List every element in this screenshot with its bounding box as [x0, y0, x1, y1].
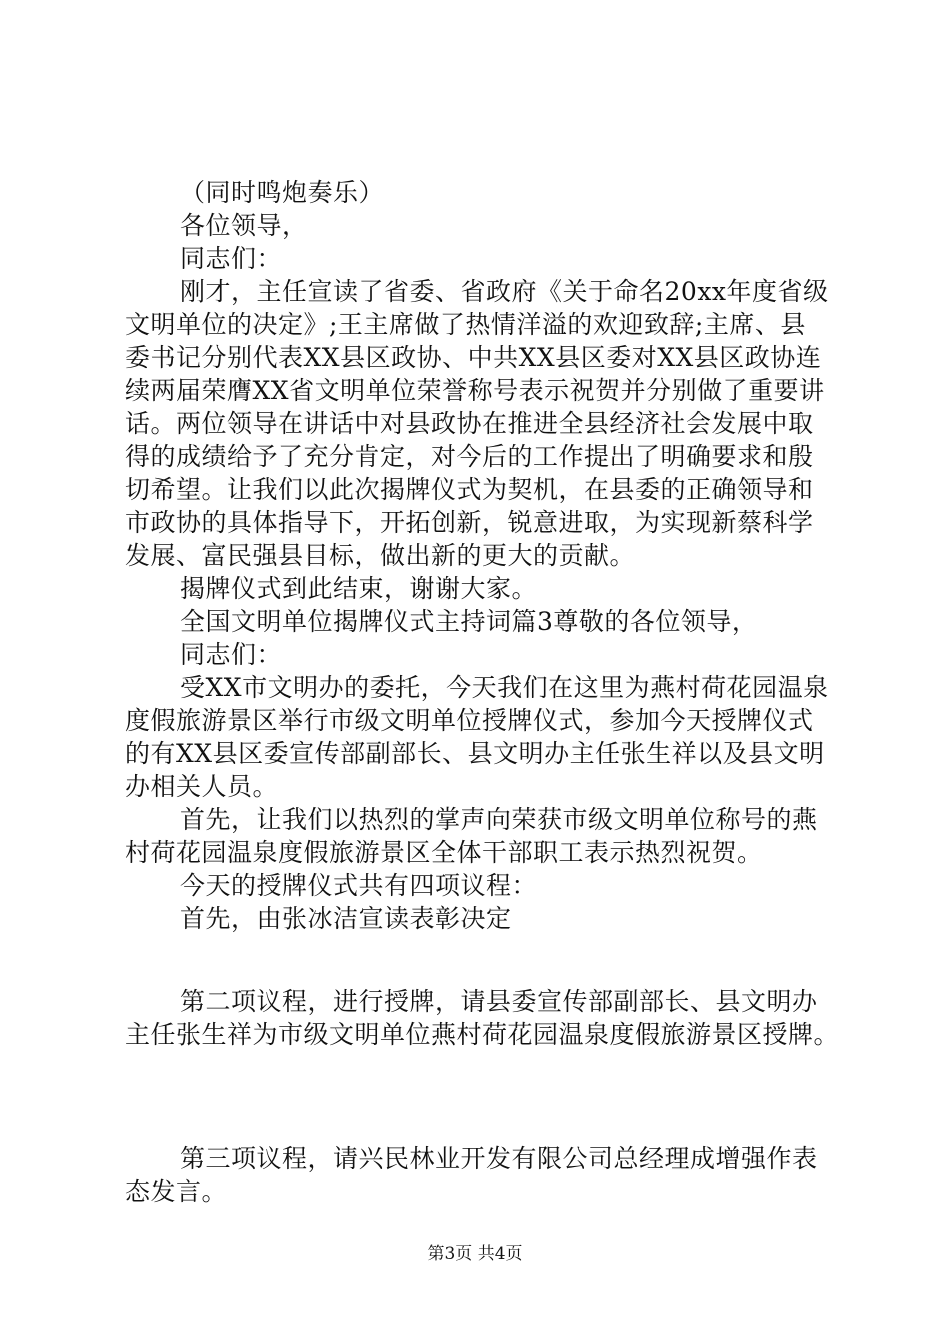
paragraph-line: 村荷花园温泉度假旅游景区全体干部职工表示热烈祝贺。 [125, 838, 763, 867]
paragraph-line: 今天的授牌仪式共有四项议程： [180, 871, 538, 900]
paragraph-line: 态发言。 [125, 1177, 228, 1206]
paragraph-line: 受XX市文明办的委托，今天我们在这里为燕村荷花园温泉 [180, 673, 829, 702]
paragraph-line: 的有XX县区委宣传部副部长、县文明办主任张生祥以及县文明 [125, 739, 825, 768]
paragraph-line: 同志们： [180, 640, 283, 669]
paragraph-line: 切希望。让我们以此次揭牌仪式为契机，在县委的正确领导和 [125, 475, 814, 504]
paragraph-line: 刚才，主任宣读了省委、省政府《关于命名20xx年度省级 [180, 277, 829, 306]
paragraph-line: 主任张生祥为市级文明单位燕村荷花园温泉度假旅游景区授牌。 [125, 1020, 840, 1049]
paragraph-line: 同志们： [180, 244, 283, 273]
page-footer: 第3页 共4页 [427, 1244, 523, 1264]
paragraph-line: 市政协的具体指导下，开拓创新，锐意进取，为实现新蔡科学 [125, 508, 814, 537]
paragraph-line: 揭牌仪式到此结束，谢谢大家。 [180, 574, 538, 603]
paragraph-line: 全国文明单位揭牌仪式主持词篇3尊敬的各位领导， [180, 607, 758, 636]
paragraph-line: 话。两位领导在讲话中对县政协在推进全县经济社会发展中取 [125, 409, 814, 438]
paragraph-line: 续两届荣膺XX省文明单位荣誉称号表示祝贺并分别做了重要讲 [125, 376, 825, 405]
paragraph-line: 首先，让我们以热烈的掌声向荣获市级文明单位称号的燕 [180, 805, 818, 834]
paragraph-line: 得的成绩给予了充分肯定，对今后的工作提出了明确要求和殷 [125, 442, 814, 471]
paragraph-line: 文明单位的决定》;王主席做了热情洋溢的欢迎致辞;主席、县 [125, 310, 806, 339]
paragraph-line: 发展、富民强县目标，做出新的更大的贡献。 [125, 541, 636, 570]
paragraph-line: 第三项议程，请兴民林业开发有限公司总经理成增强作表 [180, 1144, 818, 1173]
paragraph-line: 委书记分别代表XX县区政协、中共XX县区委对XX县区政协连 [125, 343, 822, 372]
paragraph-line: 办相关人员。 [125, 772, 279, 801]
paragraph-line: 度假旅游景区举行市级文明单位授牌仪式，参加今天授牌仪式 [125, 706, 814, 735]
paragraph-line: （同时鸣炮奏乐） [180, 178, 385, 207]
paragraph-line: 各位领导， [180, 211, 308, 240]
paragraph-line: 第二项议程，进行授牌，请县委宣传部副部长、县文明办 [180, 987, 818, 1016]
paragraph-line: 首先，由张冰洁宣读表彰决定 [180, 904, 512, 933]
